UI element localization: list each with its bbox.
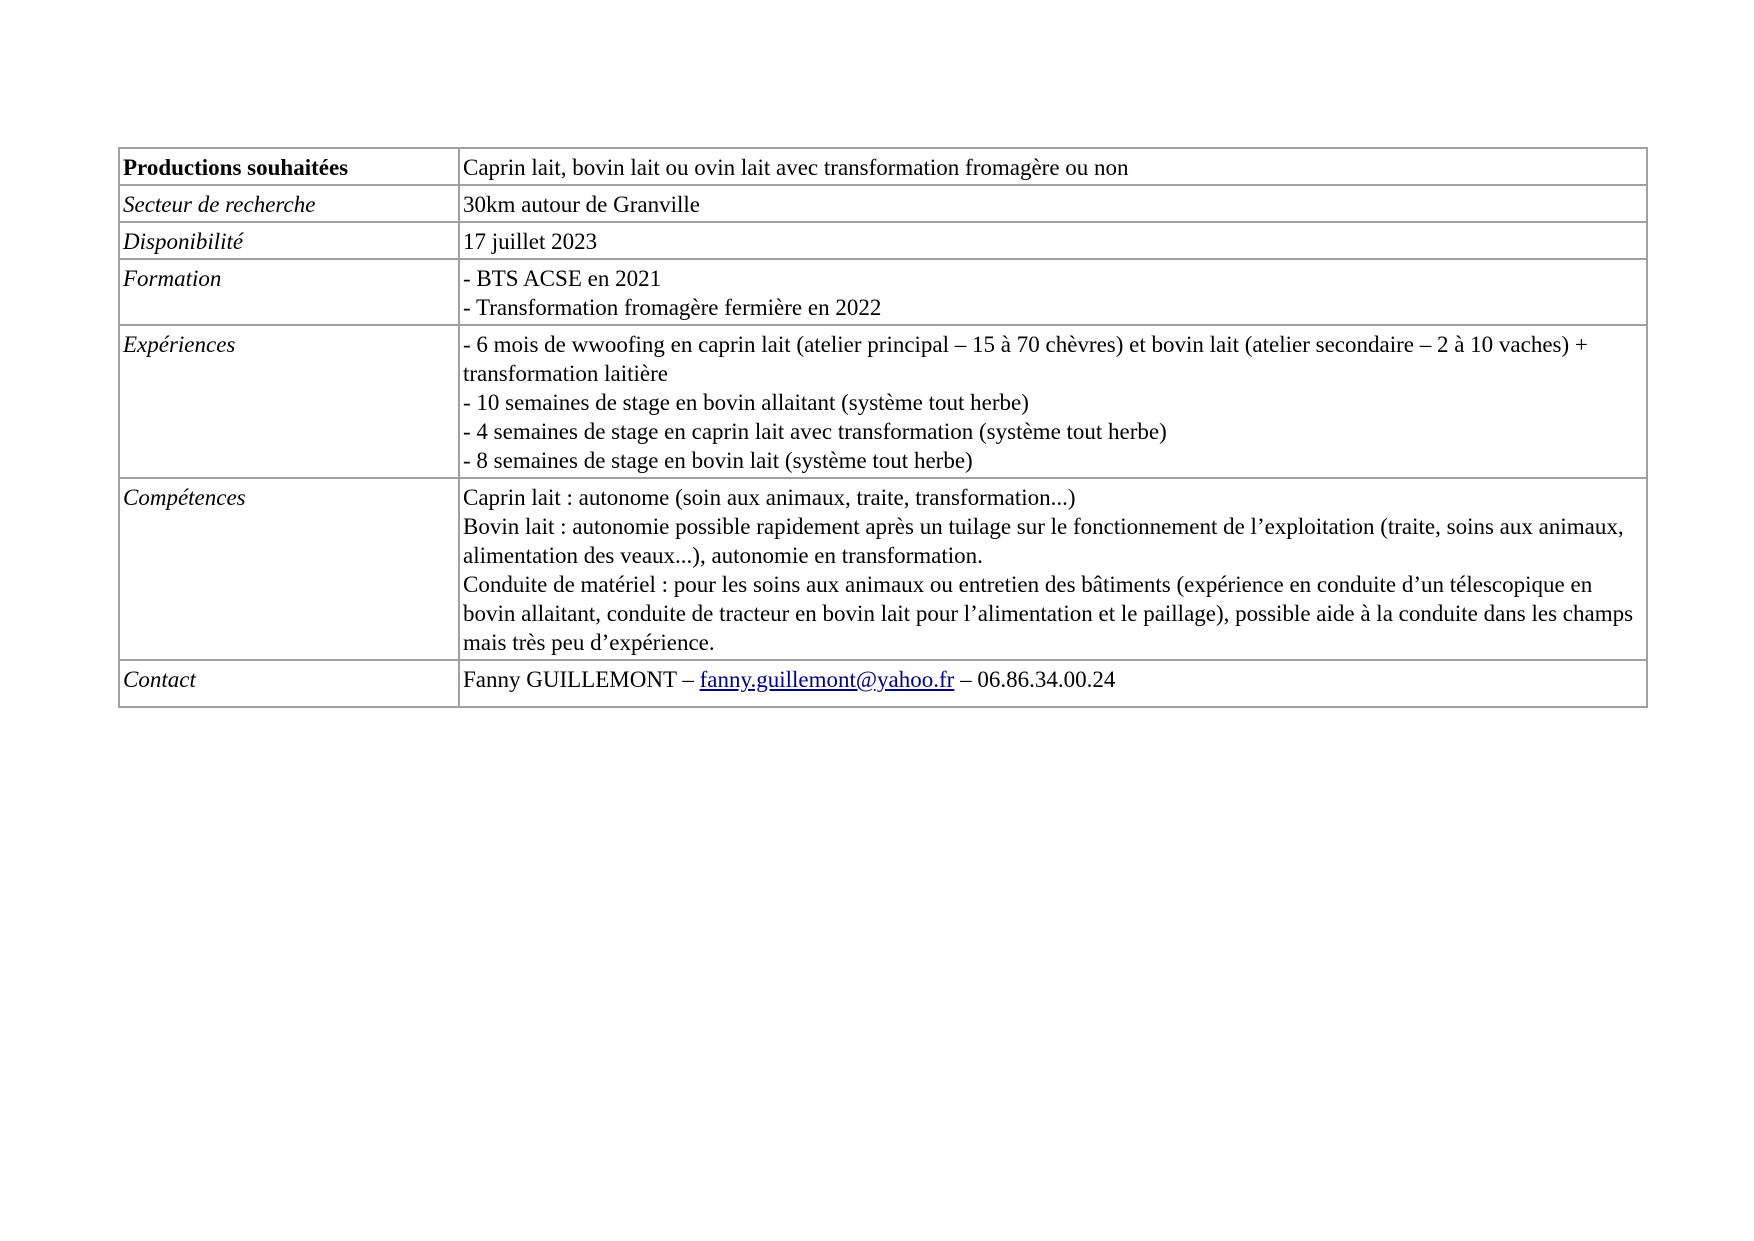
table-row-formation bbox=[119, 259, 1647, 325]
row-label-formation: Formation bbox=[119, 259, 459, 325]
experience-line-1: - 6 mois de wwoofing en caprin lait (atelier principal – 15 à 70 chèvres) et bovin lait (atelier secondaire – 2 à 10 vaches) + transformation laitière bbox=[463, 332, 1588, 386]
table-row-contact bbox=[119, 660, 1647, 707]
row-label-contact: Contact bbox=[119, 660, 459, 707]
formation-line-1: - BTS ACSE en 2021 bbox=[463, 266, 662, 291]
experience-line-4: - 8 semaines de stage en bovin lait (système tout herbe) bbox=[463, 448, 973, 473]
row-value-contact bbox=[459, 660, 1647, 707]
row-value-productions bbox=[459, 148, 1647, 185]
table-row-experiences bbox=[119, 325, 1647, 478]
disponibilite-line: 17 juillet 2023 bbox=[463, 229, 598, 254]
formation-line-2: - Transformation fromagère fermière en 2022 bbox=[463, 295, 882, 320]
contact-phone: – 06.86.34.00.24 bbox=[960, 667, 1116, 692]
table-row-disponibilite bbox=[119, 222, 1647, 259]
row-value-secteur bbox=[459, 185, 1647, 222]
profile-table bbox=[118, 147, 1648, 708]
row-label-secteur: Secteur de recherche bbox=[119, 185, 459, 222]
competence-line-1: Caprin lait : autonome (soin aux animaux, traite, transformation...) bbox=[463, 485, 1076, 510]
competence-line-3: Conduite de matériel : pour les soins aux animaux ou entretien des bâtiments (expérience en conduite d’un télescopique en bovin allaitant, conduite de tracteur en bovin lait pour l’alimentation et le paillage), possible aide à la conduite dans les champs mais très peu d’expérience. bbox=[463, 572, 1634, 655]
contact-email-link[interactable]: fanny.guillemont@yahoo.fr bbox=[699, 667, 955, 692]
experience-line-2: - 10 semaines de stage en bovin allaitant (système tout herbe) bbox=[463, 390, 1029, 415]
table-row-competences bbox=[119, 478, 1647, 660]
contact-name: Fanny GUILLEMONT – bbox=[463, 667, 694, 692]
experience-line-3: - 4 semaines de stage en caprin lait avec transformation (système tout herbe) bbox=[463, 419, 1167, 444]
productions-line: Caprin lait, bovin lait ou ovin lait avec transformation fromagère ou non bbox=[463, 155, 1129, 180]
competence-line-2: Bovin lait : autonomie possible rapidement après un tuilage sur le fonctionnement de l’exploitation (traite, soins aux animaux, alimentation des veaux...), autonomie en transformation. bbox=[463, 514, 1624, 568]
row-label-experiences: Expériences bbox=[119, 325, 459, 478]
table-row-secteur bbox=[119, 185, 1647, 222]
row-label-productions: Productions souhaitées bbox=[119, 148, 459, 185]
secteur-line: 30km autour de Granville bbox=[463, 192, 700, 217]
row-label-disponibilite: Disponibilité bbox=[119, 222, 459, 259]
row-label-competences: Compétences bbox=[119, 478, 459, 660]
row-value-disponibilite bbox=[459, 222, 1647, 259]
row-value-competences bbox=[459, 478, 1647, 660]
row-value-experiences bbox=[459, 325, 1647, 478]
row-value-formation bbox=[459, 259, 1647, 325]
table-row-productions bbox=[119, 148, 1647, 185]
